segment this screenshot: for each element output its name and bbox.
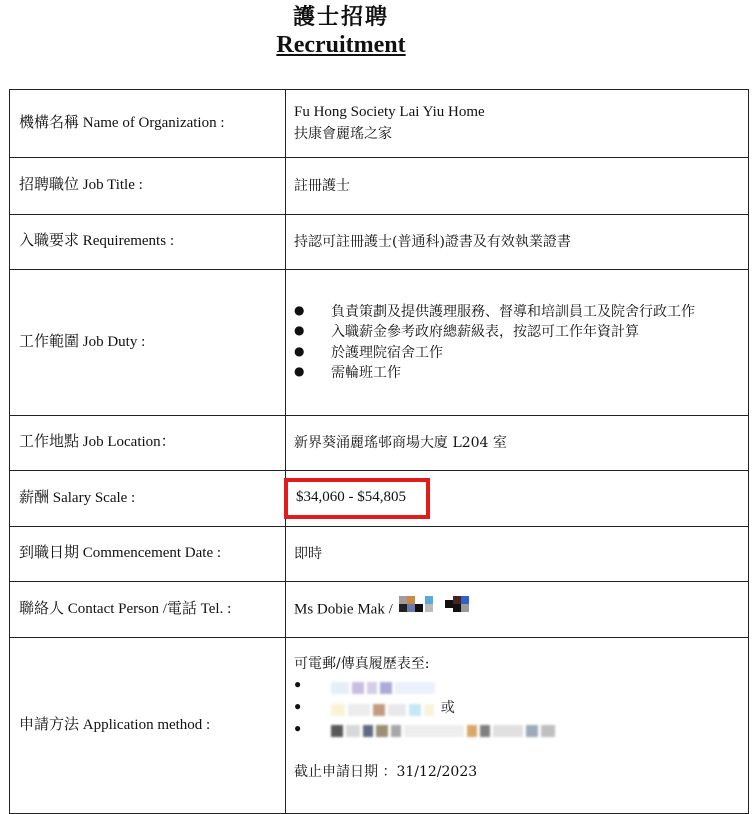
job-title-label: 招聘職位 Job Title : [10, 158, 286, 215]
job-location-value: 新界葵涌麗瑤邨商場大廈 L204 室 [286, 416, 749, 471]
contact-label: 聯絡人 Contact Person /電話 Tel. : [10, 582, 286, 638]
application-deadline: 截止申請日期 ：31/12/2023 [294, 763, 478, 780]
list-item: ● 於護理院宿舍工作 [294, 343, 740, 363]
contact-person: Ms Dobie Mak / [294, 600, 393, 617]
application-list [294, 676, 740, 741]
or-text: 或 [440, 700, 455, 717]
redacted-address-image [331, 723, 558, 737]
table-row [10, 215, 749, 270]
application-intro: 可電郵/傳真履歷表至: [294, 656, 430, 672]
commencement-value: 即時 [286, 527, 749, 582]
job-title-value: 註冊護士 [286, 158, 749, 215]
organization-label: 機構名稱 Name of Organization : [10, 90, 286, 158]
salary-label: 薪酬 Salary Scale : [10, 471, 286, 527]
table-row [10, 638, 749, 814]
job-duty-list [294, 302, 740, 383]
list-item [294, 676, 740, 698]
list-item: ● 入職薪金參考政府總薪級表，按認可工作年資計算 [294, 322, 740, 342]
requirements-value: 持認可註冊護士(普通科)證書及有效執業證書 [286, 215, 749, 270]
job-duty-label: 工作範圍 Job Duty : [10, 270, 286, 416]
redacted-fax-image [331, 702, 437, 716]
salary-highlight-box: $34,060 - $54,805 [284, 478, 430, 519]
organization-name-zh: 扶康會麗瑤之家 [294, 126, 392, 143]
organization-name-en: Fu Hong Society Lai Yiu Home [294, 104, 485, 121]
table-row [10, 527, 749, 582]
recruitment-table [9, 89, 749, 814]
commencement-label: 到職日期 Commencement Date : [10, 527, 286, 582]
page-title-chinese: 護士招聘 [292, 4, 389, 30]
table-row [10, 90, 749, 158]
list-item [294, 698, 740, 720]
table-row [10, 270, 749, 416]
list-item [294, 720, 740, 742]
page-title-english: Recruitment [276, 32, 406, 58]
list-item: ● 需輪班工作 [294, 363, 740, 383]
table-row [10, 582, 749, 638]
table-row [10, 471, 749, 527]
table-row [10, 158, 749, 215]
job-location-label: 工作地點 Job Location： [10, 416, 286, 471]
application-label: 申請方法 Application method : [10, 638, 286, 814]
list-item: ● 負責策劃及提供護理服務、督導和培訓員工及院舍行政工作 [294, 302, 740, 322]
redacted-phone-image [397, 595, 487, 625]
requirements-label: 入職要求 Requirements : [10, 215, 286, 270]
table-row [10, 416, 749, 471]
redacted-email-image [331, 680, 438, 694]
